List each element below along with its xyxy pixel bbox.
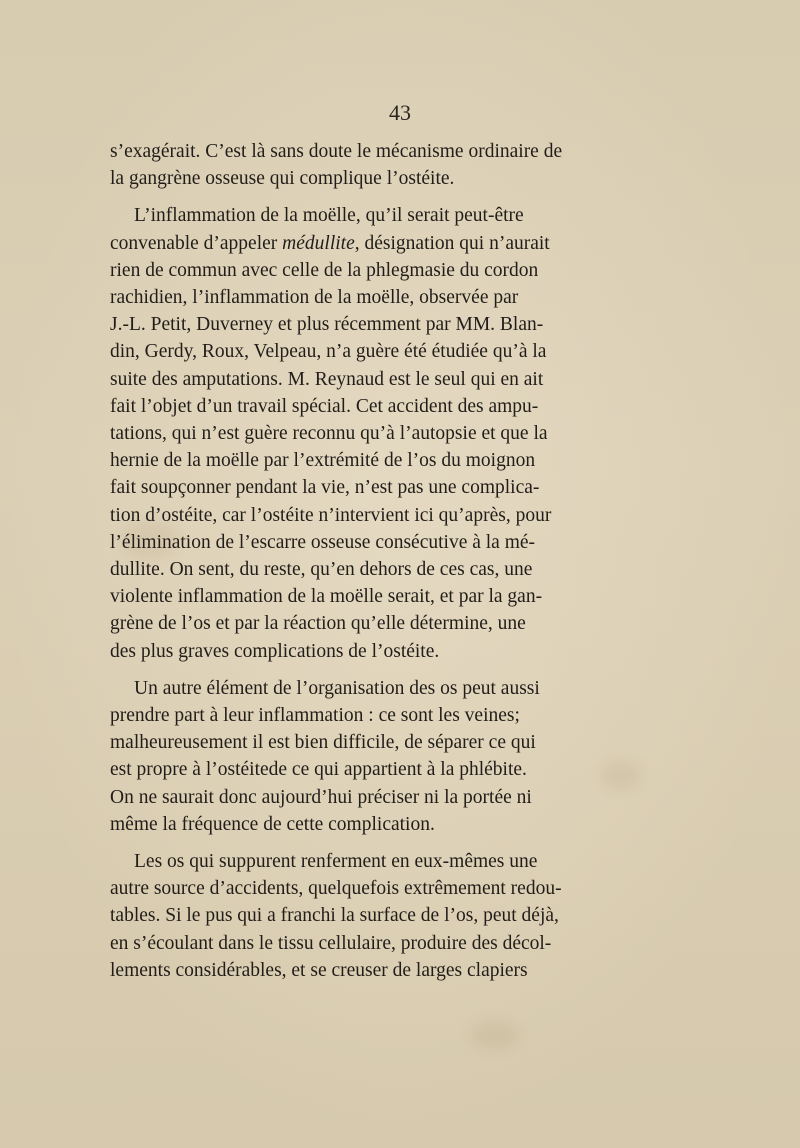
text-line: prendre part à leur inflammation : ce sont les veines;	[110, 705, 520, 727]
text-line: s’exagérait. C’est là sans doute le mécanisme ordinaire de	[110, 141, 563, 162]
text-line: l’élimination de l’escarre osseuse consécutive à la mé-	[110, 531, 536, 553]
text-line: rachidien, l’inflammation de la moëlle, observée par	[110, 287, 519, 309]
italic-term: médullite	[282, 232, 355, 254]
text-line: autre source d’accidents, quelquefois extrêmement redou-	[110, 878, 562, 900]
text-line: en s’écoulant dans le tissu cellulaire, produire des décol-	[110, 932, 552, 954]
text-line: fait l’objet d’un travail spécial. Cet accident des ampu-	[110, 395, 539, 417]
text-line: J.-L. Petit, Duverney et plus récemment par MM. Blan-	[110, 314, 544, 336]
text-line: est propre à l’ostéitede ce qui appartient à la phlébite.	[110, 759, 527, 781]
text-line: tables. Si le pus qui a franchi la surface de l’os, peut déjà,	[110, 905, 559, 927]
text-line: la gangrène osseuse qui complique l’ostéite.	[110, 168, 455, 190]
text-line: hernie de la moëlle par l’extrémité de l’os du moignon	[110, 450, 536, 472]
text-line: On ne saurait donc aujourd’hui préciser ni la portée ni	[110, 786, 532, 808]
body-text	[110, 138, 625, 984]
text-line: Un autre élément de l’organisation des os peut aussi	[134, 677, 540, 699]
text-line: tations, qui n’est guère reconnu qu’à l’autopsie et que la	[110, 423, 548, 445]
paragraph	[110, 848, 625, 984]
text-line: Les os qui suppurent renferment en eux-mêmes une	[134, 851, 538, 873]
text-line: des plus graves complications de l’ostéite.	[110, 640, 440, 662]
text-line-with-italic: convenable d’appeler médullite, désignation qui n’aurait	[110, 232, 550, 254]
text-line: dullite. On sent, du reste, qu’en dehors de ces cas, une	[110, 559, 533, 581]
paper-stain	[470, 1020, 520, 1050]
page-number: 43	[389, 100, 411, 125]
text-line: din, Gerdy, Roux, Velpeau, n’a guère été étudiée qu’à la	[110, 341, 547, 363]
paragraph	[110, 675, 625, 838]
text-line: grène de l’os et par la réaction qu’elle détermine, une	[110, 613, 526, 635]
text-line: lements considérables, et se creuser de larges clapiers	[110, 959, 528, 981]
text-line: violente inflammation de la moëlle serait, et par la gan-	[110, 586, 543, 608]
text-line: tion d’ostéite, car l’ostéite n’intervient ici qu’après, pour	[110, 504, 552, 526]
text-line: suite des amputations. M. Reynaud est le seul qui en ait	[110, 368, 544, 390]
text-line: même la fréquence de cette complication.	[110, 813, 435, 835]
text-line: malheureusement il est bien difficile, de séparer ce qui	[110, 732, 536, 754]
paragraph	[110, 138, 625, 192]
text-line: fait soupçonner pendant la vie, n’est pas une complica-	[110, 477, 540, 499]
text-line: L’inflammation de la moëlle, qu’il serait peut-être	[134, 205, 524, 227]
text-line: rien de commun avec celle de la phlegmasie du cordon	[110, 259, 539, 281]
paragraph	[110, 202, 625, 664]
